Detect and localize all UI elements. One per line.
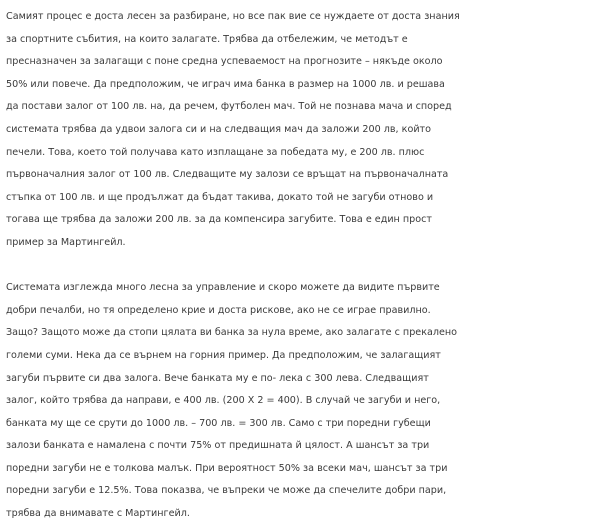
- text-line: пресназначен за залагащи с поне средна успеваемост на прогнозите – някъде около: [6, 56, 443, 68]
- text-line: загуби първите си два залога. Вече банката му е по- лека с 300 лева. Следващият: [6, 372, 429, 384]
- text-line: 50% или повече. Да предположим, че играч има банка в размер на 1000 лв. и решава: [6, 78, 445, 90]
- text-line: за спортните събития, на които залагате. Трябва да отбележим, че методът е: [6, 33, 408, 45]
- paragraph-risks: [6, 277, 596, 526]
- text-line: тогава ще трябва да заложи 200 лв. за да компенсира загубите. Това е един прост: [6, 214, 432, 226]
- text-line: пример за Мартингейл.: [6, 236, 126, 248]
- text-line: първоначалния залог от 100 лв. Следващите му залози се връщат на първоначалната: [6, 169, 449, 181]
- text-line: добри печалби, но тя определено крие и доста рискове, ако не се играе правилно.: [6, 304, 431, 316]
- text-line: залози банката е намалена с почти 75% от предишната й цялост. А шансът за три: [6, 440, 430, 452]
- text-line: Самият процес е доста лесен за разбиране, но все пак вие се нуждаете от доста знания: [6, 11, 460, 22]
- text-line: стъпка от 100 лв. и ще продължат да бъдат такива, докато той не загуби отново и: [6, 191, 434, 203]
- text-line: печели. Това, което той получава като изплащане за победата му, е 200 лв. плюс: [6, 146, 425, 158]
- text-line: поредни загуби не е толкова малък. При вероятност 50% за всеки мач, шансът за три: [6, 462, 448, 474]
- paragraph-intro: [6, 6, 596, 255]
- text-line: Системата изглежда много лесна за управление и скоро можете да видите първите: [6, 282, 440, 294]
- text-line: банката му ще се срути до 1000 лв. – 700 лв. = 300 лв. Само с три поредни губещи: [6, 417, 431, 429]
- text-line: залог, който трябва да направи, е 400 лв. (200 X 2 = 400). В случай че загуби и него,: [6, 395, 441, 407]
- text-line: да постави залог от 100 лв. на, да речем, футболен мач. Той не познава мача и според: [6, 101, 452, 113]
- text-line: трябва да внимавате с Мартингейл.: [6, 508, 190, 520]
- text-line: Защо? Защото може да стопи цялата ви банка за нула време, ако залагате с прекалено: [6, 327, 458, 339]
- text-line: поредни загуби е 12.5%. Това показва, че въпреки че може да спечелите добри пари,: [6, 485, 447, 497]
- text-line: големи суми. Нека да се върнем на горния пример. Да предположим, че залагащият: [6, 349, 441, 361]
- text-line: системата трябва да удвои залога си и на следващия мач да заложи 200 лв, който: [6, 123, 432, 135]
